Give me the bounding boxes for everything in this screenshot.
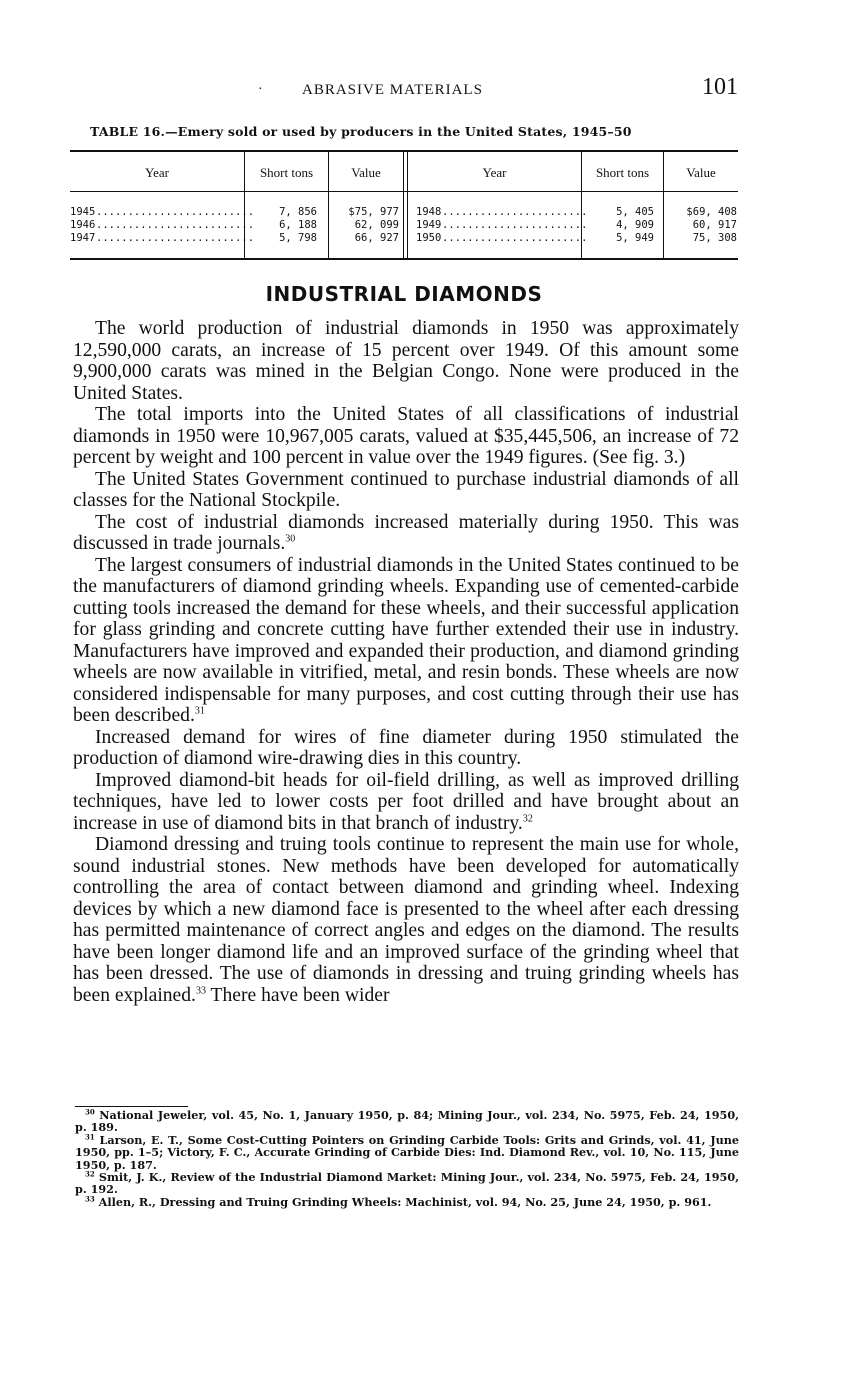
footnote-text: National Jeweler, vol. 45, No. 1, January 1950, p. 84; Mining Jour., vol. 234, No. 5975, Feb. 24, 1950, p. 189.: [75, 1108, 739, 1135]
footnote: [75, 1109, 739, 1134]
paragraph: [73, 404, 739, 469]
column-divider: [403, 152, 404, 258]
running-head: [72, 74, 740, 106]
paragraph: [73, 512, 739, 555]
row-value: 75, 308: [692, 232, 737, 244]
footnote-mark: 31: [85, 1132, 95, 1142]
paragraph: [73, 834, 739, 1006]
footnote-mark: 33: [85, 1194, 95, 1204]
paragraph-text: The largest consumers of industrial diamonds in the United States continued to be the manufacturers of diamond grinding wheels. Expanding use of cemented-carbide cutting tools increased the demand for these wheels, and their successful application for glass grinding and concrete cutting have further extended their use in industry. Manufacturers have improved and expanded their production, and diamond grinding wheels are now available in vitrified, metal, and resin bonds. These wheels are now considered indispensable for many purposes, and cost cutting through their use has been described.: [73, 554, 739, 726]
row-year: 1948: [416, 206, 442, 218]
footnote: [75, 1171, 739, 1196]
footnote-reference: 32: [522, 812, 533, 824]
header-value-left: Value: [351, 165, 381, 180]
emery-table: [70, 150, 738, 262]
row-value: 60, 917: [692, 219, 737, 231]
row-value: $75, 977: [348, 206, 399, 218]
paragraph-text: Increased demand for wires of fine diameter during 1950 stimulated the production of diamond wire-drawing dies in this country.: [73, 726, 739, 769]
paragraph-text: The total imports into the United States of all classifications of industrial diamonds in 1950 were 10,967,005 carats, valued at $35,445,506, an increase of 72 percent by weight and 100 percent in value over the 1949 figures. (See fig. 3.): [73, 404, 739, 468]
leader-dots: .........................: [96, 219, 255, 231]
running-title: ABRASIVE MATERIALS: [302, 82, 483, 98]
footnotes: [75, 1109, 739, 1208]
header-dot: ·: [258, 82, 263, 97]
row-value: 66, 927: [354, 232, 399, 244]
table-bottom-rule: [70, 258, 738, 260]
page-number: 101: [702, 74, 738, 100]
leader-dots: .........................: [96, 206, 255, 218]
row-short-tons: 4, 909: [616, 219, 654, 231]
row-year: 1947: [70, 232, 96, 244]
body-text: [73, 318, 739, 1006]
header-short-tons-left: Short tons: [259, 165, 314, 180]
footnote: [75, 1134, 739, 1171]
paragraph: [73, 727, 739, 770]
paragraph-text: The world production of industrial diamonds in 1950 was approximately 12,590,000 carats, an increase of 15 percent over 1949. Of this amount some 9,900,000 carats was mined in the Belgian Congo. None were produced in the United States.: [73, 318, 739, 404]
row-short-tons: 5, 405: [616, 206, 654, 218]
row-year: 1945: [70, 206, 96, 218]
footnote-mark: 30: [85, 1107, 95, 1117]
table-header-rule: [70, 191, 738, 192]
footnote-reference: 30: [285, 533, 296, 545]
row-value: $69, 408: [686, 206, 737, 218]
header-short-tons-right: Short tons: [595, 165, 650, 180]
leader-dots: .......................: [442, 232, 588, 244]
section-title: INDUSTRIAL DIAMONDS: [265, 282, 543, 306]
footnote-mark: 32: [85, 1169, 95, 1179]
paragraph: [73, 469, 739, 512]
row-year: 1946: [70, 219, 96, 231]
paragraph: [73, 318, 739, 404]
table-caption: TABLE 16.—Emery sold or used by producers in the United States, 1945–50: [90, 124, 632, 139]
leader-dots: .........................: [96, 232, 255, 244]
row-year: 1949: [416, 219, 442, 231]
paragraph-text: The United States Government continued to purchase industrial diamonds of all classes for the National Stockpile.: [73, 468, 739, 511]
row-year: 1950: [416, 232, 442, 244]
paragraph-text: Diamond dressing and truing tools continue to represent the main use for whole, sound industrial stones. New methods have been developed for automatically controlling the area of contact between diamond and grinding wheel. Indexing devices by which a new diamond face is presented to the wheel after each dressing has permitted maintenance of correct angles and edges on the diamond. The results have been longer diamond life and an improved surface of the grinding wheel that has been dressed. The use of diamonds in dressing and truing grinding wheels has been explained.: [73, 834, 739, 1006]
footnote-text: Allen, R., Dressing and Truing Grinding Wheels: Machinist, vol. 94, No. 25, June 24, 1950, p. 961.: [94, 1194, 712, 1209]
row-short-tons: 5, 798: [279, 232, 317, 244]
paragraph-text: The cost of industrial diamonds increased materially during 1950. This was discussed in trade journals.: [73, 511, 739, 554]
footnote-text: Smit, J. K., Review of the Industrial Diamond Market: Mining Jour., vol. 234, No. 5975, Feb. 24, 1950, p. 192.: [75, 1170, 739, 1197]
paragraph-text: Improved diamond-bit heads for oil-field drilling, as well as improved drilling techniques, have led to lower costs per foot drilled and have brought about an increase in use of diamond bits in that branch of industry.: [73, 769, 739, 834]
leader-dots: .......................: [442, 219, 588, 231]
paragraph: [73, 770, 739, 835]
row-value: 62, 099: [354, 219, 399, 231]
footnote-reference: 31: [194, 705, 205, 717]
row-short-tons: 5, 949: [616, 232, 654, 244]
header-year-right: Year: [482, 165, 507, 180]
paragraph-continuation: There have been wider: [205, 984, 390, 1006]
header-value-right: Value: [686, 165, 716, 180]
footnote: [75, 1196, 739, 1208]
footnote-text: Larson, E. T., Some Cost-Cutting Pointers on Grinding Carbide Tools: Grits and Grinds, vol. 41, June 1950, pp. 1–5; Victory, F. C., Accurate Grinding of Carbide Dies: Ind. Diamond Rev., vol. 10, No. 115, June 1950, p. 187.: [75, 1132, 739, 1172]
row-short-tons: 7, 856: [279, 206, 317, 218]
leader-dots: .......................: [442, 206, 588, 218]
table-top-rule: [70, 150, 738, 152]
row-short-tons: 6, 188: [279, 219, 317, 231]
header-year-left: Year: [145, 165, 169, 180]
footnote-reference: 33: [195, 984, 206, 996]
paragraph: [73, 555, 739, 727]
